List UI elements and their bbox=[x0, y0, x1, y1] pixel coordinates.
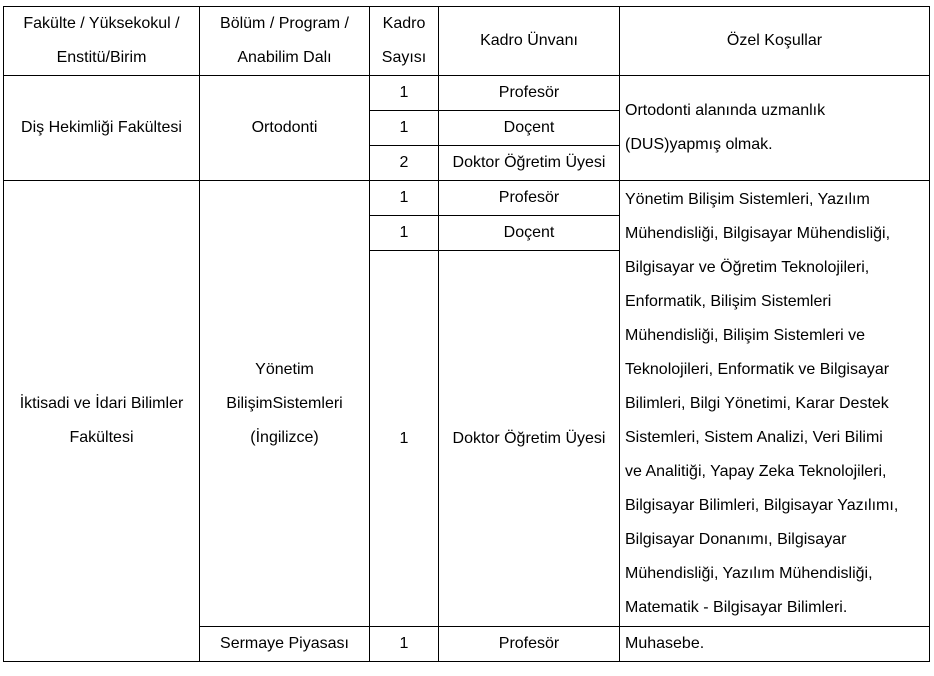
header-department: Bölüm / Program / Anabilim Dalı bbox=[200, 7, 370, 76]
dentistry-department: Ortodonti bbox=[200, 76, 370, 181]
dentistry-conditions: Ortodonti alanında uzmanlık (DUS)yapmış olmak. bbox=[620, 76, 930, 181]
capital-department: Sermaye Piyasası bbox=[200, 627, 370, 662]
dentistry-faculty: Diş Hekimliği Fakültesi bbox=[4, 76, 200, 181]
position-count: 1 bbox=[370, 181, 439, 216]
position-title: Doktor Öğretim Üyesi bbox=[439, 146, 620, 181]
position-title: Profesör bbox=[439, 181, 620, 216]
position-count: 1 bbox=[370, 251, 439, 627]
economics-faculty: İktisadi ve İdari Bilimler Fakültesi bbox=[4, 181, 200, 662]
position-count: 2 bbox=[370, 146, 439, 181]
position-title: Doçent bbox=[439, 216, 620, 251]
position-count: 1 bbox=[370, 627, 439, 662]
position-count: 1 bbox=[370, 76, 439, 111]
staff-positions-table bbox=[3, 6, 930, 662]
header-conditions: Özel Koşullar bbox=[620, 7, 930, 76]
staff-table-wrapper bbox=[3, 6, 930, 662]
capital-conditions: Muhasebe. bbox=[620, 627, 930, 662]
position-count: 1 bbox=[370, 216, 439, 251]
position-title: Profesör bbox=[439, 627, 620, 662]
economics-conditions: Yönetim Bilişim Sistemleri, Yazılım Mühendisliği, Bilgisayar Mühendisliği, Bilgisayar ve Öğretim Teknolojileri, Enformatik, Bilişim Sistemleri Mühendisliği, Bilişim Sistemleri ve Teknolojileri, Enformatik ve Bilgisayar Bilimleri, Bilgi Yönetimi, Karar Destek Sistemleri, Sistem Analizi, Veri Bilimi ve Analitiği, Yapay Zeka Teknolojileri, Bilgisayar Bilimleri, Bilgisayar Yazılımı, Bilgisayar Donanımı, Bilgisayar Mühendisliği, Yazılım Mühendisliği, Matematik - Bilgisayar Bilimleri. bbox=[620, 181, 930, 627]
economics-department: Yönetim BilişimSistemleri (İngilizce) bbox=[200, 181, 370, 627]
header-title: Kadro Ünvanı bbox=[439, 7, 620, 76]
position-title: Doktor Öğretim Üyesi bbox=[439, 251, 620, 627]
position-count: 1 bbox=[370, 111, 439, 146]
position-title: Doçent bbox=[439, 111, 620, 146]
table-row bbox=[4, 76, 930, 111]
header-count: Kadro Sayısı bbox=[370, 7, 439, 76]
header-row bbox=[4, 7, 930, 76]
table-row bbox=[4, 181, 930, 216]
header-faculty: Fakülte / Yüksekokul / Enstitü/Birim bbox=[4, 7, 200, 76]
position-title: Profesör bbox=[439, 76, 620, 111]
